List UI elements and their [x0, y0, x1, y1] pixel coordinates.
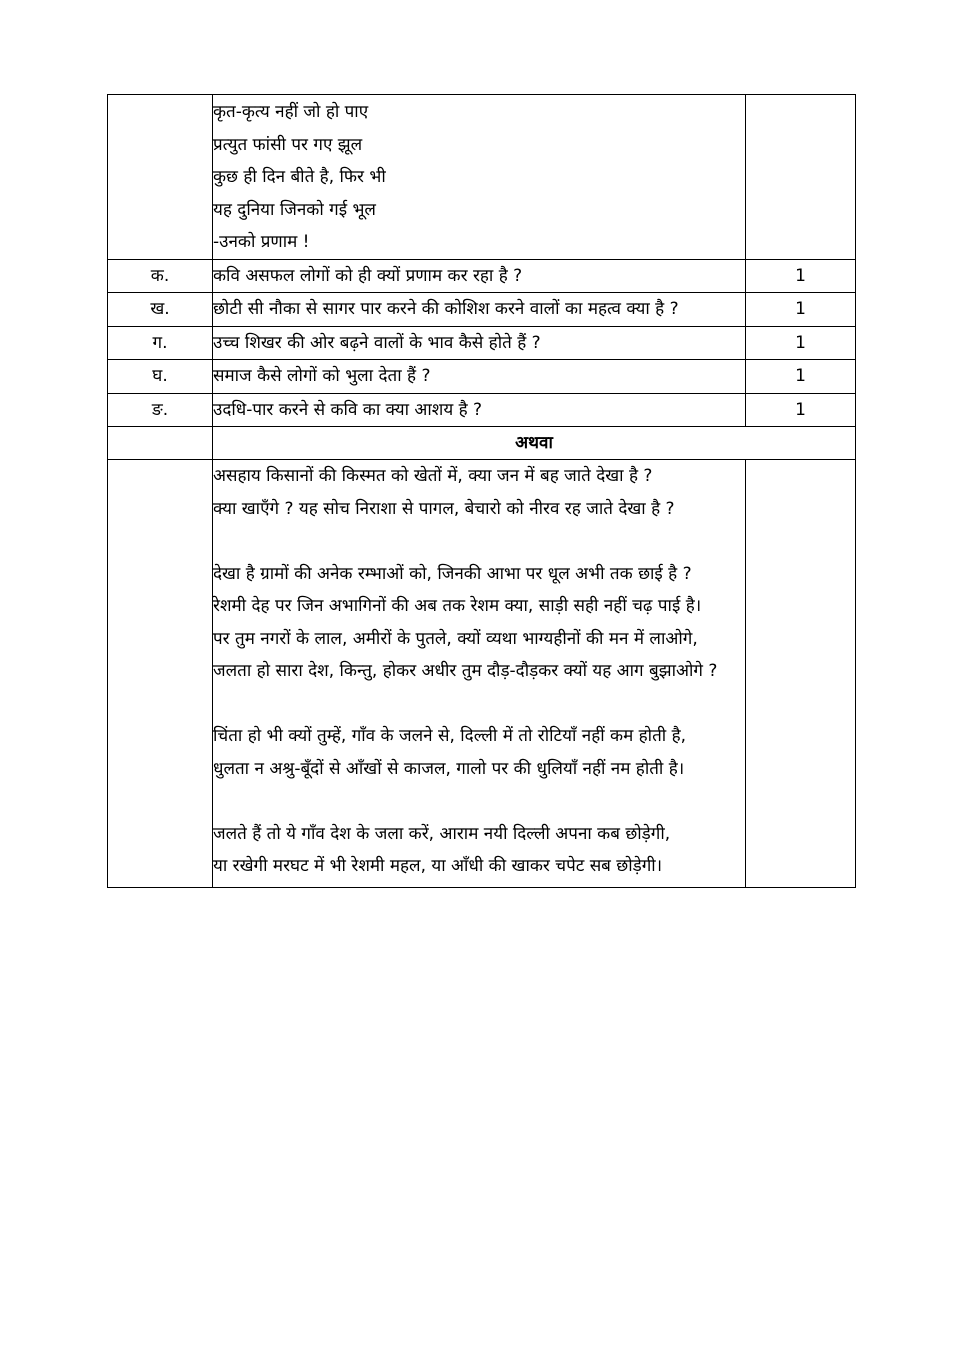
poem-line: चिंता हो भी क्यों तुम्हें, गाँव के जलने से, दिल्ली में तो रोटियाँ नहीं कम होती है,	[213, 726, 687, 746]
question-marks: 1	[746, 360, 856, 394]
question-text: उदधि-पार करने से कवि का क्या आशय है ?	[213, 399, 483, 420]
poem-line: प्रत्युत फांसी पर गए झूल	[213, 134, 363, 155]
question-text: समाज कैसे लोगों को भुला देता हैं ?	[213, 366, 431, 386]
stanza-gap	[213, 525, 745, 558]
question-number: ङ.	[108, 393, 213, 427]
question-marks: 1	[746, 393, 856, 427]
empty-number-cell	[108, 460, 213, 888]
question-number: ग.	[108, 326, 213, 360]
poem-line: असहाय किसानों की किस्मत को खेतों में, क्या जन में बह जाते देखा है ?	[213, 466, 653, 486]
question-number: घ.	[108, 360, 213, 394]
question-row	[108, 259, 856, 293]
question-text-cell	[213, 293, 746, 327]
empty-number-cell	[108, 95, 213, 260]
question-number: ख.	[108, 293, 213, 327]
question-text: कवि असफल लोगों को ही क्यों प्रणाम कर रहा है ?	[213, 265, 523, 286]
question-row	[108, 293, 856, 327]
empty-marks-cell	[746, 95, 856, 260]
question-marks: 1	[746, 259, 856, 293]
poem-row	[108, 95, 856, 260]
question-marks: 1	[746, 326, 856, 360]
poem-line: जलते हैं तो ये गाँव देश के जला करें, आराम नयी दिल्ली अपना कब छोड़ेगी,	[213, 823, 671, 844]
question-marks: 1	[746, 293, 856, 327]
poem-cell	[213, 460, 746, 888]
poem-line: कृत-कृत्य नहीं जो हो पाए	[213, 102, 369, 122]
question-text-cell	[213, 360, 746, 394]
or-heading: अथवा	[213, 427, 856, 460]
poem-row	[108, 460, 856, 888]
question-row	[108, 393, 856, 427]
empty-number-cell	[108, 427, 213, 460]
question-row	[108, 326, 856, 360]
stanza-gap	[213, 785, 745, 818]
question-text: छोटी सी नौका से सागर पार करने की कोशिश करने वालों का महत्व क्या है ?	[213, 299, 679, 319]
question-text-cell	[213, 393, 746, 427]
poem-line: कुछ ही दिन बीते है, फिर भी	[213, 167, 386, 187]
stanza-gap	[213, 688, 745, 721]
question-text-cell	[213, 326, 746, 360]
poem-line: जलता हो सारा देश, किन्तु, होकर अधीर तुम दौड़-दौड़कर क्यों यह आग बुझाओगे ?	[213, 661, 718, 681]
question-table	[107, 94, 856, 888]
poem-line: रेशमी देह पर जिन अभागिनों की अब तक रेशम क्या, साड़ी सही नहीं चढ़ पाई है।	[213, 596, 702, 616]
poem-line: पर तुम नगरों के लाल, अमीरों के पुतले, क्यों व्यथा भाग्यहीनों की मन में लाओगे,	[213, 628, 698, 649]
poem-line: क्या खाएँगे ? यह सोच निराशा से पागल, बेचारो को नीरव रह जाते देखा है ?	[213, 498, 675, 519]
or-row	[108, 427, 856, 460]
poem-line: या रखेगी मरघट में भी रेशमी महल, या आँधी की खाकर चपेट सब छोड़ेगी।	[213, 856, 663, 876]
poem-line: यह दुनिया जिनको गई भूल	[213, 199, 376, 220]
question-text-cell	[213, 259, 746, 293]
poem-line: धुलता न अश्रु-बूँदों से आँखों से काजल, गालो पर की धुलियाँ नहीं नम होती है।	[213, 758, 685, 779]
question-row	[108, 360, 856, 394]
poem-line: देखा है ग्रामों की अनेक रम्भाओं को, जिनकी आभा पर धूल अभी तक छाई है ?	[213, 563, 692, 584]
question-number: क.	[108, 259, 213, 293]
question-text: उच्च शिखर की ओर बढ़ने वालों के भाव कैसे होते हैं ?	[213, 332, 541, 353]
poem-cell	[213, 95, 746, 260]
empty-marks-cell	[746, 460, 856, 888]
poem-line: -उनको प्रणाम !	[213, 232, 310, 252]
